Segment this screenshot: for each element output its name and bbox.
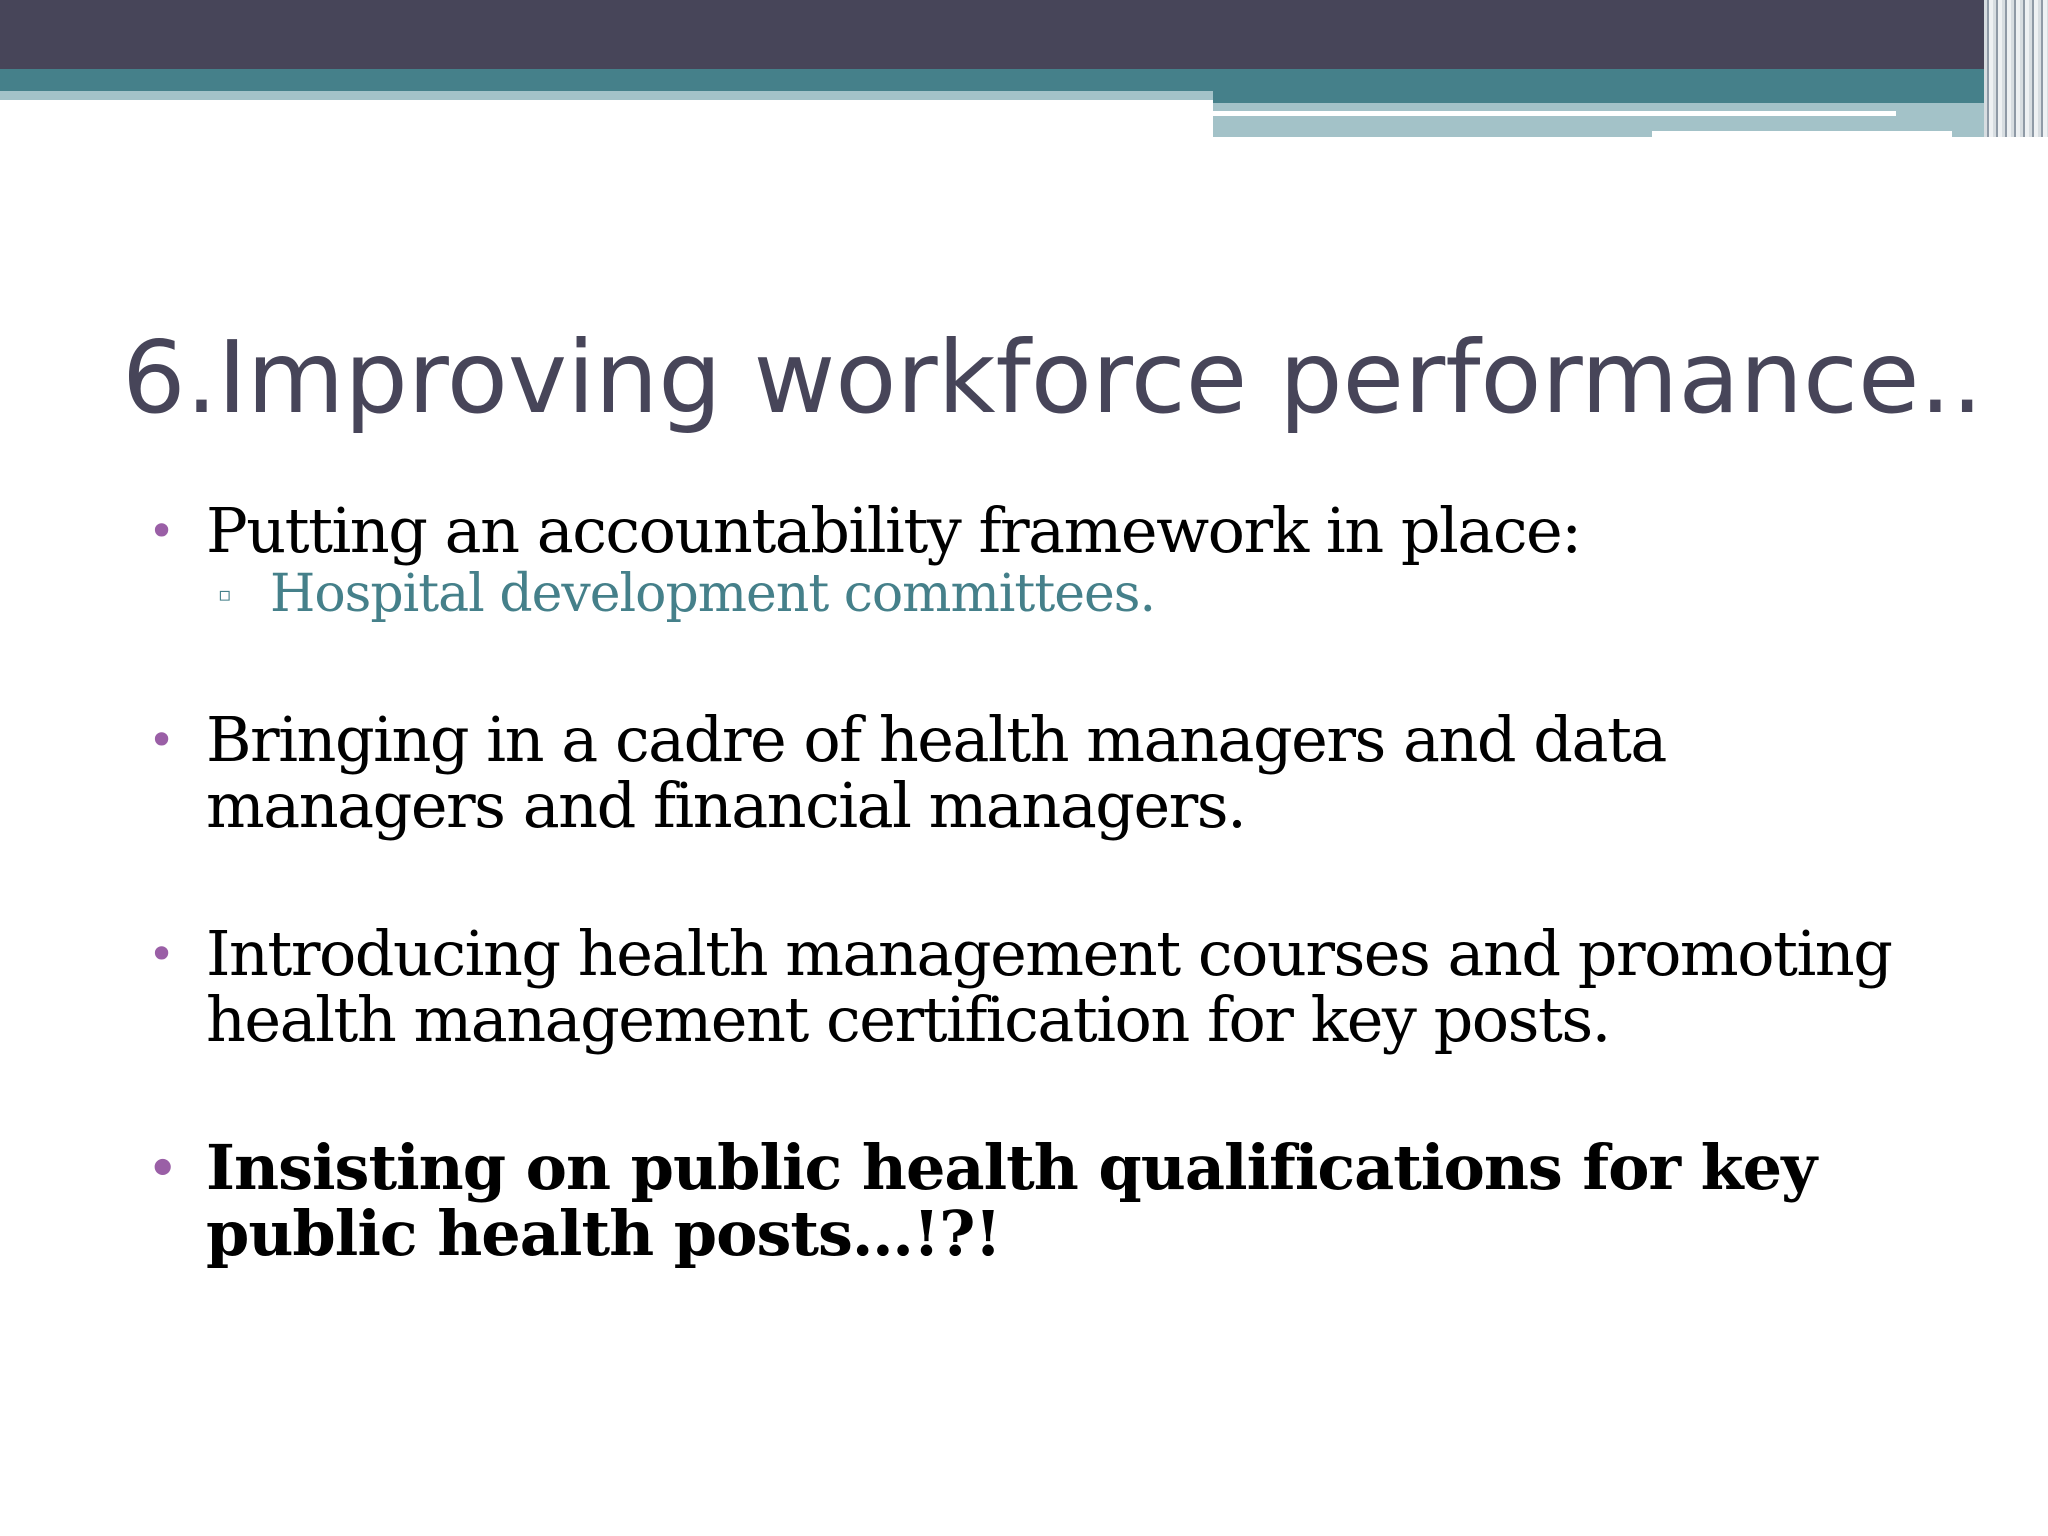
header-banner-stripes bbox=[1984, 0, 2048, 137]
square-bullet-icon: ▫ bbox=[218, 582, 232, 606]
purple-dot-bullet-icon: • bbox=[148, 504, 176, 558]
bullet-text: Introducing health management courses and promoting health management certification for key posts. bbox=[206, 917, 1892, 1056]
bullet-text: Putting an accountability framework in place: bbox=[206, 494, 1581, 567]
bullet-item-managers bbox=[148, 703, 1948, 842]
slide-title: 6.Improving workforce performance.. bbox=[122, 319, 1984, 436]
header-banner-light-left bbox=[0, 91, 1213, 100]
sub-bullet-item-committees bbox=[148, 564, 1948, 624]
header-banner-teal-right bbox=[1213, 91, 2048, 103]
header-banner-teal bbox=[0, 69, 2048, 91]
header-banner-dark bbox=[0, 0, 2048, 69]
sub-bullet-text: Hospital development committees. bbox=[270, 564, 1155, 624]
bullet-item-courses bbox=[148, 917, 1948, 1056]
bullet-list bbox=[148, 494, 1948, 1270]
header-banner-white-line-2 bbox=[1652, 131, 1952, 137]
bullet-text: Bringing in a cadre of health managers and data managers and financial managers. bbox=[206, 703, 1666, 842]
bullet-item-accountability bbox=[148, 494, 1948, 624]
bullet-item-qualifications bbox=[148, 1131, 1948, 1270]
header-banner-white-line bbox=[1213, 111, 1896, 116]
bullet-text: Insisting on public health qualifications for key public health posts…!?! bbox=[206, 1131, 1817, 1270]
purple-dot-bullet-icon: • bbox=[148, 927, 176, 981]
purple-dot-bullet-icon: • bbox=[148, 713, 176, 767]
purple-dot-bullet-icon: • bbox=[148, 1141, 178, 1195]
